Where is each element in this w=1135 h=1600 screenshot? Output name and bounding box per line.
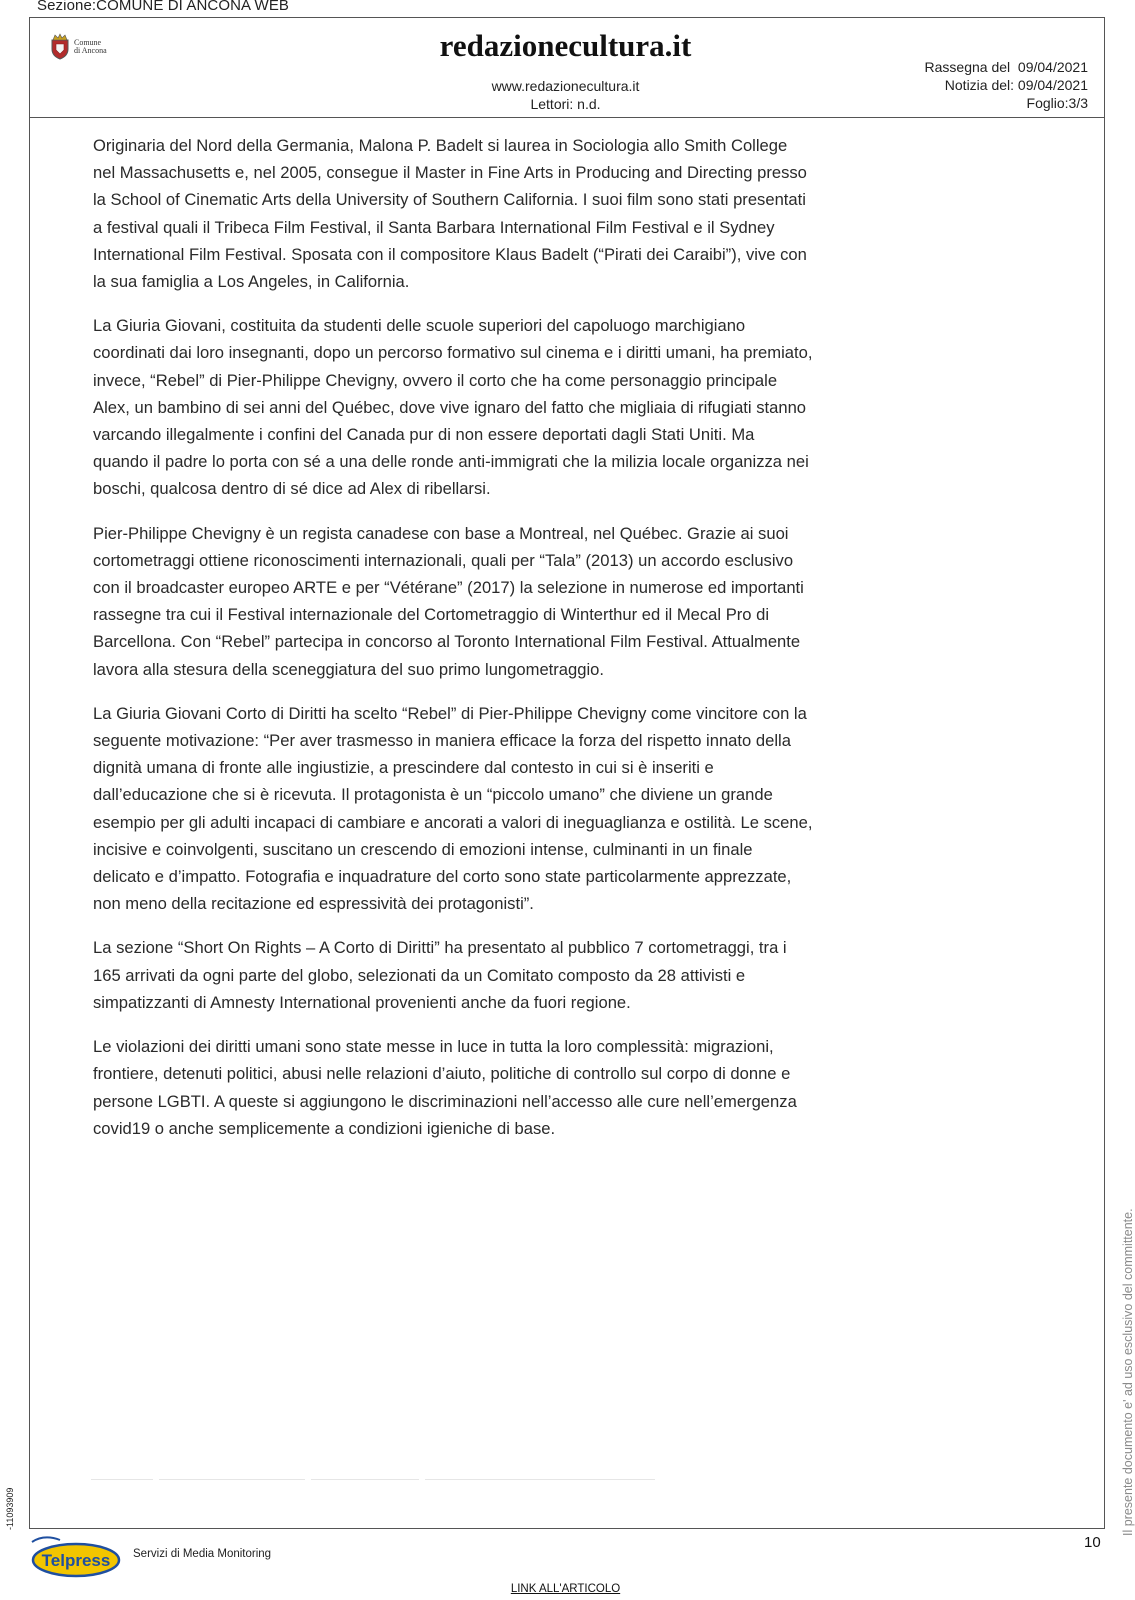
- article-paragraph: Originaria del Nord della Germania, Malona P. Badelt si laurea in Sociologia allo Smith College nel Massachusetts e, nel 2005, consegue il Master in Fine Arts in Producing and Directing presso la School of Cinematic Arts della University of Southern California. I suoi film sono stati presentati a festival quali il Tribeca Film Festival, il Santa Barbara International Film Festival e il Sydney International Film Festival. Sposata con il compositore Klaus Badelt (“Pirati dei Caraibi”), vive con la sua famiglia a Los Angeles, in California.: [93, 136, 807, 292]
- footer-link-wrapper: [0, 1579, 1131, 1597]
- article-paragraph: La sezione “Short On Rights – A Corto di Diritti” ha presentato al pubblico 7 cortometraggi, tra i 165 arrivati da ogni parte del globo, selezionati da un Comitato composto da 28 attivisti e simpatizzanti di Amnesty International provenienti anche da fuori regione.: [93, 938, 787, 1012]
- article-paragraph: La Giuria Giovani Corto di Diritti ha scelto “Rebel” di Pier-Philippe Chevigny come vincitore con la seguente motivazione: “Per aver trasmesso in maniera efficace la forza del rispetto innato della dignità umana di fronte alle ingiustizie, a prescindere dal contesto in cui si è inseriti e dall’educazione che si è ricevuta. Il protagonista è un “piccolo umano” che diviene un grande esempio per gli adulti incapaci di cambiare e ancorati a valori di ineguaglianza e ostilità. Le scene, incisive e coinvolgenti, suscitano un crescendo di emozioni intense, culminanti in un finale delicato e d’impatto. Fotografia e inquadrature del corto sono state particolarmente apprezzate, non meno della recitazione ed espressività dei protagonisti”.: [93, 703, 813, 914]
- faint-rule-lines: [91, 1479, 661, 1481]
- masthead-url: www.redazionecultura.it: [491, 78, 640, 94]
- footer-tagline: Servizi di Media Monitoring: [133, 1548, 272, 1560]
- telpress-logo: [30, 1534, 122, 1582]
- rassegna-date: Rassegna del 09/04/2021: [924, 59, 1088, 75]
- section-label: Sezione:COMUNE DI ANCONA WEB: [37, 0, 290, 14]
- telpress-logo-text: Telpress: [41, 1551, 111, 1570]
- disclaimer-note: Il presente documento e' ad uso esclusivo del committente.: [1121, 1208, 1135, 1536]
- logo-line-1: Comune: [74, 38, 102, 47]
- article-paragraph: Le violazioni dei diritti umani sono state messe in luce in tutta la loro complessità: migrazioni, frontiere, detenuti politici, abusi nelle relazioni d’aiuto, politiche di controllo sul corpo di donne e persone LGBTI. A queste si aggiungono le discriminazioni nell’accesso alle cure nell’emergenza covid19 o anche semplicemente a condizioni igieniche di base.: [93, 1037, 797, 1138]
- article-paragraph: La Giuria Giovani, costituita da studenti delle scuole superiori del capoluogo marchigiano coordinati dai loro insegnanti, dopo un percorso formativo sul cinema e i diritti umani, ha premiato, invece, “Rebel” di Pier-Philippe Chevigny, ovvero il corto che ha come personaggio principale Alex, un bambino di sei anni del Québec, dove vive ignaro del fatto che migliaia di rifugiati stanno varcando illegalmente i confini del Canada pur di non essere deportati dagli Stati Uniti. Ma quando il padre lo porta con sé a una delle ronde anti-immigrati che la milizia locale organizza nei boschi, qualcosa dentro di sé dice ad Alex di ribellarsi.: [93, 316, 813, 499]
- sheet-number: Foglio:3/3: [1026, 95, 1088, 111]
- masthead-title: redazionecultura.it: [439, 28, 692, 63]
- notizia-date: Notizia del: 09/04/2021: [944, 77, 1088, 93]
- page-number: 10: [1084, 1534, 1101, 1551]
- article-paragraph: Pier-Philippe Chevigny è un regista canadese con base a Montreal, nel Québec. Grazie ai suoi cortometraggi ottiene riconoscimenti internazionali, quali per “Tala” (2013) un accordo esclusivo con il broadcaster europeo ARTE e per “Vétérane” (2017) la selezione in numerose ed importanti rassegne tra cui il Festival internazionale del Cortometraggio di Winterthur ed il Mecal Pro di Barcellona. Con “Rebel” partecipa in concorso al Toronto International Film Festival. Attualmente lavora alla stesura della sceneggiatura del suo primo lungometraggio.: [93, 523, 804, 679]
- logo-line-2: di Ancona: [74, 46, 107, 55]
- header-divider: [29, 117, 1105, 118]
- article-body: [93, 132, 813, 1159]
- document-id: -11093909: [5, 1487, 15, 1530]
- readers-count: Lettori: n.d.: [530, 96, 601, 112]
- article-link[interactable]: LINK ALL'ARTICOLO: [510, 1583, 621, 1595]
- document-meta: [925, 58, 1088, 112]
